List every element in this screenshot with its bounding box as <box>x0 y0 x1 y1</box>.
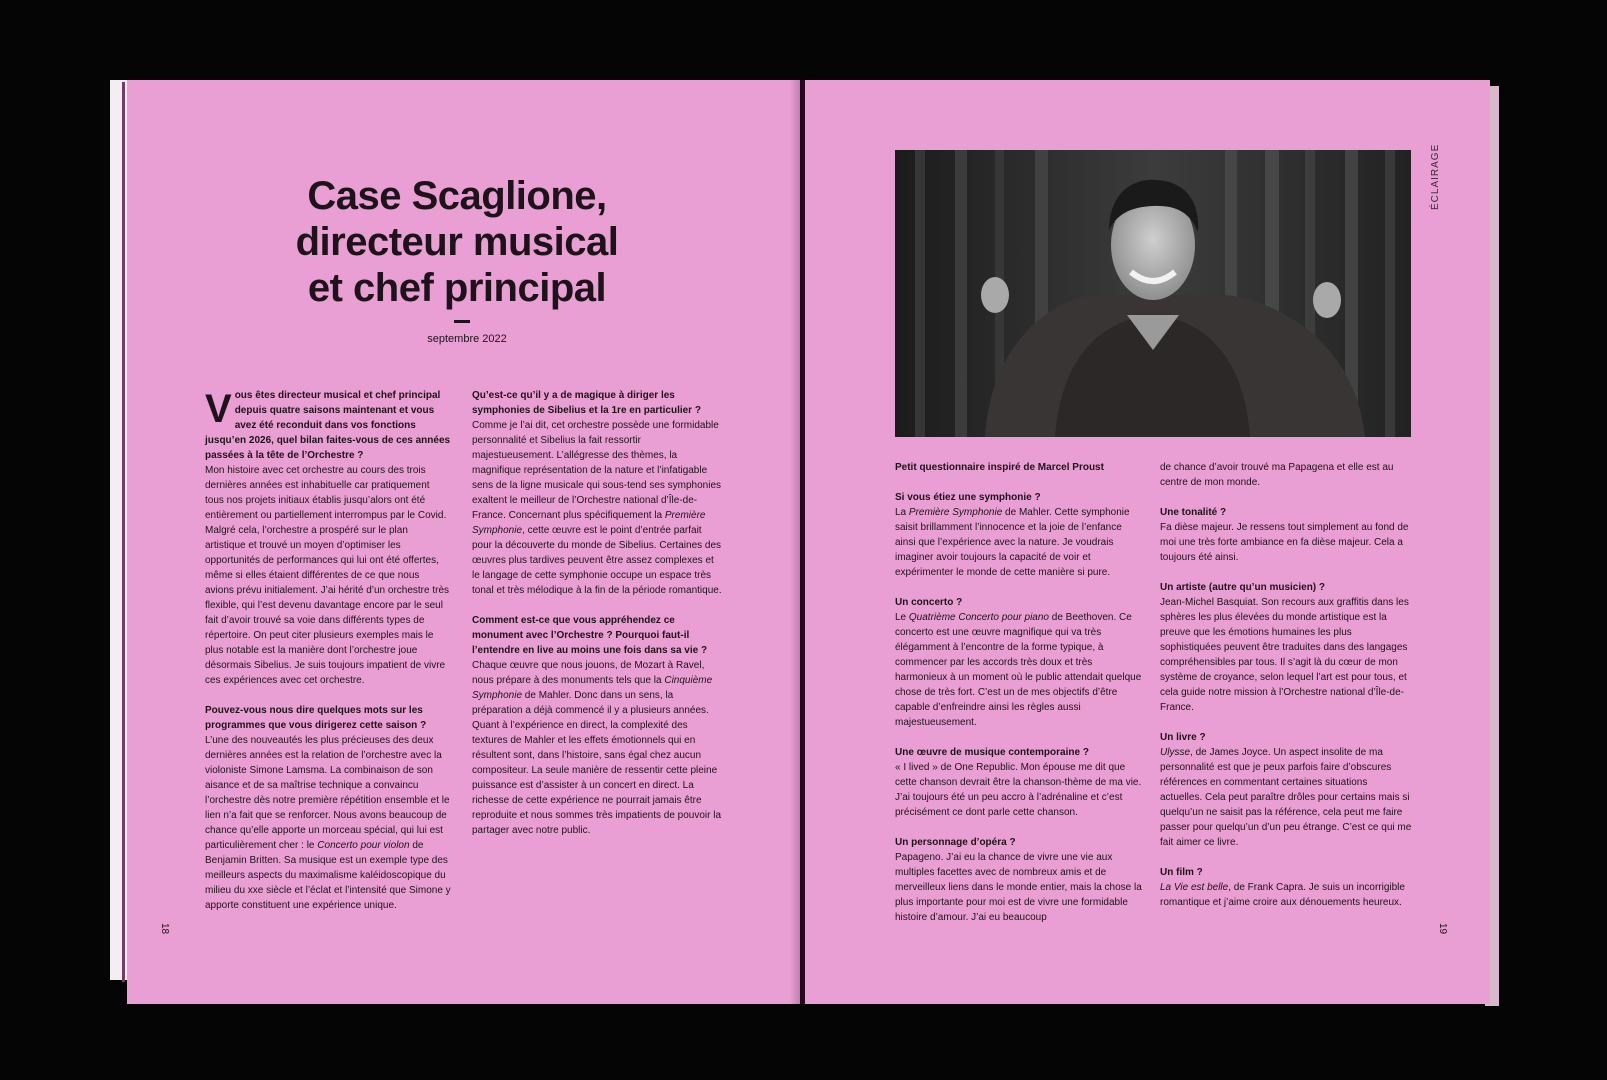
page-number-left: 18 <box>159 922 171 935</box>
artist-block <box>1160 580 1412 715</box>
section-label: ÉCLAIRAGE <box>1430 143 1441 210</box>
book-answer: , de James Joyce. Un aspect insolite de ma personnalité est que je peux parfois faire d’obscures références en commentant certaines situations actuelles. Cela peut paraître drôles pour certains mais si quelqu’un ne saisit pas la référence, cela peut me faire passer pour quelqu’un d’un peu étrange. C’est ce qui me fait aimer ce livre. <box>1160 747 1412 848</box>
artist-answer: Jean-Michel Basquiat. Son recours aux graffitis dans les sphères les plus élevées du monde artistique est la preuve que les émotions humaines les plus sophistiquées peuvent être traduites dans des langages compréhensibles par tous. Il s’agit là du cœur de mon système de croyance, selon lequel l’art est pour tous, et cela guide notre mission à l’Orchestre national d’Île-de-France. <box>1160 597 1409 713</box>
answer-2-part-2: de Benjamin Britten. Sa musique est un exemple type des meilleurs aspects du maximalisme kaléidoscopique du milieu du xxe siècle et l’éclat et l’intensité que Simone y apporte constituent une expérience unique. <box>205 840 451 911</box>
left-page <box>127 80 800 1004</box>
contemporary-question: Une œuvre de musique contemporaine ? <box>895 747 1089 758</box>
concerto-block <box>895 595 1145 730</box>
answer-1: Mon histoire avec cet orchestre au cours des trois dernières années est inhabituelle car pratiquement tous nos projets initiaux établis jusqu’alors ont été entièrement ou partiellement interrompus par le Covid. Malgré cela, l’orchestre a prospéré sur le plan artistique et trouvé un moyen d’optimiser les opportunités de performances qui lui ont été offertes, même si elles étaient différentes de ce que nous avions prévu initialement. J’ai hérité d’un orchestre très flexible, qui l’est devenu davantage encore par le seul fait d’avoir trouvé sa voie dans différents types de répertoire. On peut citer plusieurs exemples mais le plus notable est la manière dont l’orchestre joue désormais Sibelius. Je suis toujours impatient de vivre ces expériences avec cet orchestre. <box>205 465 450 686</box>
answer-4-work: Cinquième Symphonie <box>472 675 713 701</box>
portrait-photo <box>895 150 1411 437</box>
opera-answer: Papageno. J’ai eu la chance de vivre une vie aux multiples facettes avec de nombreux amis et de merveilleux liens dans le monde entier, mais la chose la plus importante pour moi est de vivre une formidable histoire d’amour. J’ai eu beaucoup <box>895 852 1142 923</box>
symphony-answer-1: La <box>895 507 909 518</box>
book-work: Ulysse <box>1160 747 1191 758</box>
q2-block <box>205 703 451 913</box>
drop-cap: V <box>205 387 232 431</box>
article-title: Case Scaglione, directeur musical et chef principal <box>295 174 619 310</box>
right-page <box>805 80 1490 1004</box>
portrait-illustration <box>895 150 1411 437</box>
opera-block <box>895 835 1145 925</box>
article-date: septembre 2022 <box>427 333 507 345</box>
right-column-1 <box>895 460 1145 940</box>
q3-block <box>472 388 724 598</box>
page-number-right: 19 <box>1437 922 1449 935</box>
tonality-answer: Fa dièse majeur. Je ressens tout simplement au fond de moi une très forte ambiance en fa dièse majeur. Cela a toujours été ainsi. <box>1160 522 1409 563</box>
q1-block <box>205 388 451 688</box>
answer-3-part-2: , cette œuvre est le point d’entrée parfait pour la découverte du monde de Sibelius. Certaines des œuvres plus tardives peuvent être assez complexes et le langage de cette symphonie occupe un espace très tonal et très mélodique à la fin de la période romantique. <box>472 525 722 596</box>
concerto-work: Quatrième Concerto pour piano <box>908 612 1049 623</box>
symphony-question: Si vous étiez une symphonie ? <box>895 492 1041 503</box>
q4-block <box>472 613 724 838</box>
question-4: Comment est-ce que vous appréhendez ce monument avec l’Orchestre ? Pourquoi faut-il l’entendre en live au moins une fois dans sa vie ? <box>472 615 708 656</box>
symphony-block <box>895 490 1145 580</box>
answer-2-part-1: L’une des nouveautés les plus précieuses des deux dernières années est la relation de l’orchestre avec la violoniste Simone Lamsma. La combinaison de son aisance et de sa maîtrise technique a convaincu l’orchestre dès notre première répétition ensemble et le lien n’a fait que se renforcer. Nous avons beaucoup de chance qu’elle apporte un morceau spécial, qui lui est particulièrement cher : le <box>205 735 450 851</box>
film-question: Un film ? <box>1160 867 1203 878</box>
opera-question: Un personnage d’opéra ? <box>895 837 1016 848</box>
concerto-answer-2: de Beethoven. Ce concerto est une œuvre magnifique qui va très élégamment à l’encontre de la forme typique, à commencer par les accords très doux et très harmonieux à un moment où le public attendait quelque chose de très fort. C’est un de mes objectifs d’être capable d’enfreindre ainsi les règles aussi majestueusement. <box>895 612 1142 728</box>
answer-3-part-1: Comme je l’ai dit, cet orchestre possède une formidable personnalité et Sibelius la fait ressortir majestueusement. L’allégresse des thèmes, la magnifique représentation de la nature et l’infatigable sens de la ligne musicale qui sous-tend ses symphonies exaltent le meilleur de l’Orchestre national d’Île-de-France. Concernant plus spécifiquement la <box>472 420 722 521</box>
concerto-answer-1: Le <box>895 612 909 623</box>
tonality-block <box>1160 505 1412 565</box>
book-block <box>1160 730 1412 850</box>
right-column-2 <box>1160 460 1412 925</box>
title-rule <box>454 320 470 323</box>
question-2: Pouvez-vous nous dire quelques mots sur les programmes que vous dirigerez cette saison ? <box>205 705 427 731</box>
answer-3-work: Première Symphonie <box>472 510 706 536</box>
answer-4-part-2: de Mahler. Donc dans un sens, la préparation a déjà commencé il y a plusieurs années. Quant à l’expérience en direct, la complexité des textures de Mahler et les effets émotionnels qui en résultent sont, dans l’histoire, sans égal chez aucun compositeur. La seule manière de ressentir cette pleine puissance est d’assister à un concert en direct. La richesse de cette expérience ne pourrait jamais être reproduite et nous sommes très impatients de pouvoir la partager avec notre public. <box>472 690 722 836</box>
film-answer: , de Frank Capra. Je suis un incorrigible romantique et j’aime croire aux dénouements heureux. <box>1160 882 1405 908</box>
concerto-question: Un concerto ? <box>895 597 963 608</box>
answer-2-work: Concerto pour violon <box>317 840 410 851</box>
symphony-answer-2: de Mahler. Cette symphonie saisit brillamment l’innocence et la joie de l’enfance ainsi que l’expérience avec la nature. Je voudrais imaginer avoir toujours la capacité de voir et expérimenter le monde de cette manière si pure. <box>895 507 1130 578</box>
symphony-work: Première Symphonie <box>908 507 1003 518</box>
left-column-1 <box>205 388 451 928</box>
question-3: Qu’est-ce qu’il y a de magique à diriger les symphonies de Sibelius et la 1re en particulier ? <box>472 390 701 416</box>
left-column-2 <box>472 388 724 853</box>
book-question: Un livre ? <box>1160 732 1206 743</box>
left-edge-strip <box>122 82 125 982</box>
contemporary-block <box>895 745 1145 820</box>
film-block <box>1160 865 1412 910</box>
opera-answer-continued: de chance d’avoir trouvé ma Papagena et elle est au centre de mon monde. <box>1160 462 1394 488</box>
answer-4-part-1: Chaque œuvre que nous jouons, de Mozart à Ravel, nous prépare à des monuments tels que la <box>472 660 705 686</box>
question-1: ous êtes directeur musical et chef principal depuis quatre saisons maintenant et vous avez été reconduit dans vos fonctions jusqu’en 2026, quel bilan faites-vous de ces années passées à la tête de l’Orchestre ? <box>205 390 451 461</box>
left-page-edge <box>110 80 128 980</box>
tonality-question: Une tonalité ? <box>1160 507 1227 518</box>
questionnaire-title: Petit questionnaire inspiré de Marcel Proust <box>895 462 1104 473</box>
artist-question: Un artiste (autre qu’un musicien) ? <box>1160 582 1326 593</box>
film-work: La Vie est belle <box>1160 882 1229 893</box>
contemporary-answer: « I lived » de One Republic. Mon épouse me dit que cette chanson devrait être la chanson-thème de ma vie. J’ai toujours été un peu accro à l’adrénaline et c’est précisément ce dont parle cette chanson. <box>895 762 1142 818</box>
